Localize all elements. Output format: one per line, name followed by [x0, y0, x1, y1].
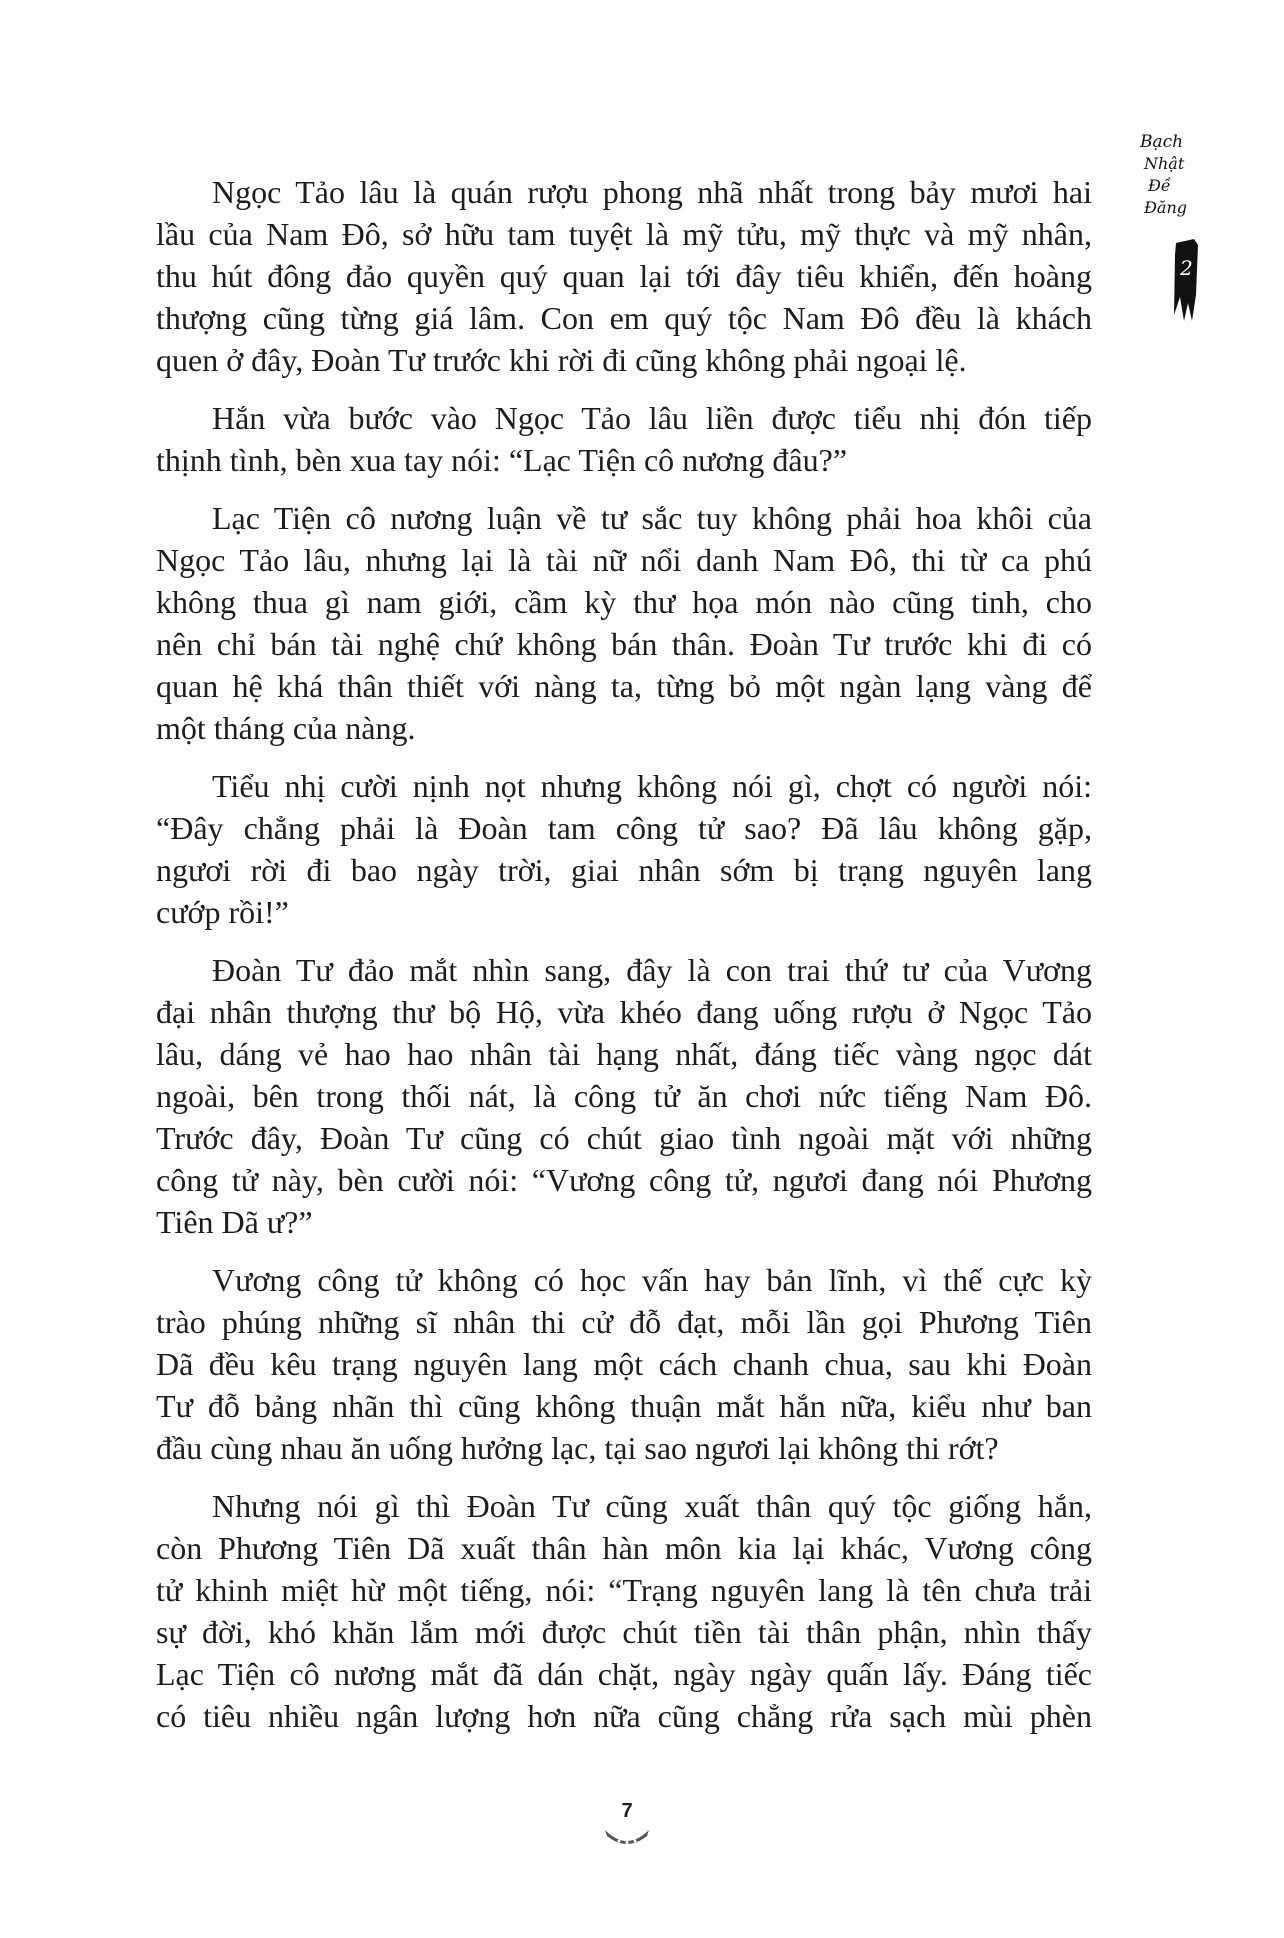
text-line: cướp rồi!” [156, 894, 289, 930]
paragraph [156, 949, 1092, 1243]
text-line: trào phúng những sĩ nhân thi cử đỗ đạt, mỗi lần gọi Phương Tiên [156, 1304, 1092, 1340]
text-line: một tháng của nàng. [156, 710, 416, 746]
text-line: Lạc Tiện cô nương luận về tư sắc tuy không phải hoa khôi của [212, 500, 1092, 536]
text-line: không thua gì nam giới, cầm kỳ thư họa món nào cũng tinh, cho [156, 584, 1092, 620]
text-line: nên chỉ bán tài nghệ chứ không bán thân. Đoàn Tư trước khi đi có [156, 626, 1092, 662]
svg-text:Đăng: Đăng [1144, 198, 1187, 217]
text-line: còn Phương Tiên Dã xuất thân hàn môn kia lại khác, Vương công [156, 1530, 1092, 1566]
text-line: công tử này, bèn cười nói: “Vương công tử, ngươi đang nói Phương [156, 1162, 1092, 1198]
page-number: 7 [621, 1800, 633, 1822]
book-title-logo [1118, 125, 1208, 325]
paragraph [156, 765, 1092, 933]
text-line: Vương công tử không có học vấn hay bản lĩnh, vì thế cực kỳ [212, 1262, 1092, 1298]
text-line: lầu của Nam Đô, sở hữu tam tuyệt là mỹ tửu, mỹ thực và mỹ nhân, [156, 216, 1092, 252]
svg-text:Đề: Đề [1148, 176, 1171, 195]
text-line: thượng cũng từng giá lâm. Con em quý tộc Nam Đô đều là khách [156, 300, 1092, 336]
text-line: quen ở đây, Đoàn Tư trước khi rời đi cũng không phải ngoại lệ. [156, 342, 967, 378]
text-line: đầu cùng nhau ăn uống hưởng lạc, tại sao ngươi lại không thi rớt? [156, 1430, 999, 1466]
text-line: Tiên Dã ư?” [156, 1204, 313, 1240]
text-line: ngoài, bên trong thối nát, là công tử ăn chơi nức tiếng Nam Đô. [156, 1078, 1092, 1114]
text-line: Tư đỗ bảng nhãn thì cũng không thuận mắt hắn nữa, kiểu như ban [156, 1388, 1092, 1424]
text-line: Hắn vừa bước vào Ngọc Tảo lâu liền được tiểu nhị đón tiếp [212, 400, 1092, 436]
page-ornament-icon [603, 1826, 651, 1848]
text-line: sự đời, khó khăn lắm mới được chút tiền tài thân phận, nhìn thấy [156, 1614, 1092, 1650]
paragraph [156, 171, 1092, 381]
text-line: có tiêu nhiều ngân lượng hơn nữa cũng chẳng rửa sạch mùi phèn [156, 1698, 1092, 1734]
svg-text:Bạch: Bạch [1140, 132, 1184, 152]
text-line: tử khinh miệt hừ một tiếng, nói: “Trạng nguyên lang là tên chưa trải [156, 1572, 1092, 1608]
paragraph [156, 397, 1092, 481]
text-line: “Đây chẳng phải là Đoàn tam công tử sao? Đã lâu không gặp, [156, 810, 1092, 846]
svg-text:2: 2 [1180, 256, 1193, 280]
text-line: Ngọc Tảo lâu, nhưng lại là tài nữ nổi danh Nam Đô, thi từ ca phú [156, 542, 1092, 578]
svg-text:Nhật: Nhật [1144, 154, 1185, 173]
page-body-text [156, 171, 1092, 1753]
text-line: thịnh tình, bèn xua tay nói: “Lạc Tiện cô nương đâu?” [156, 442, 848, 478]
text-line: Ngọc Tảo lâu là quán rượu phong nhã nhất trong bảy mươi hai [212, 174, 1092, 210]
text-line: Tiểu nhị cười nịnh nọt nhưng không nói gì, chợt có người nói: [212, 768, 1092, 804]
paragraph [156, 497, 1092, 749]
text-line: Đoàn Tư đảo mắt nhìn sang, đây là con trai thứ tư của Vương [212, 952, 1092, 988]
text-line: quan hệ khá thân thiết với nàng ta, từng bỏ một ngàn lạng vàng để [156, 668, 1092, 704]
text-line: lâu, dáng vẻ hao hao nhân tài hạng nhất, đáng tiếc vàng ngọc dát [156, 1036, 1092, 1072]
paragraph [156, 1259, 1092, 1469]
text-line: Trước đây, Đoàn Tư cũng có chút giao tình ngoài mặt với những [156, 1120, 1092, 1156]
text-line: ngươi rời đi bao ngày trời, giai nhân sớm bị trạng nguyên lang [156, 852, 1092, 888]
paragraph [156, 1485, 1092, 1737]
text-line: thu hút đông đảo quyền quý quan lại tới đây tiêu khiển, đến hoàng [156, 258, 1092, 294]
text-line: Nhưng nói gì thì Đoàn Tư cũng xuất thân quý tộc giống hắn, [212, 1488, 1092, 1524]
text-line: đại nhân thượng thư bộ Hộ, vừa khéo đang uống rượu ở Ngọc Tảo [156, 994, 1092, 1030]
text-line: Dã đều kêu trạng nguyên lang một cách chanh chua, sau khi Đoàn [156, 1346, 1092, 1382]
text-line: Lạc Tiện cô nương mắt đã dán chặt, ngày ngày quấn lấy. Đáng tiếc [156, 1656, 1092, 1692]
calligraphy-logo-icon [1118, 125, 1208, 325]
